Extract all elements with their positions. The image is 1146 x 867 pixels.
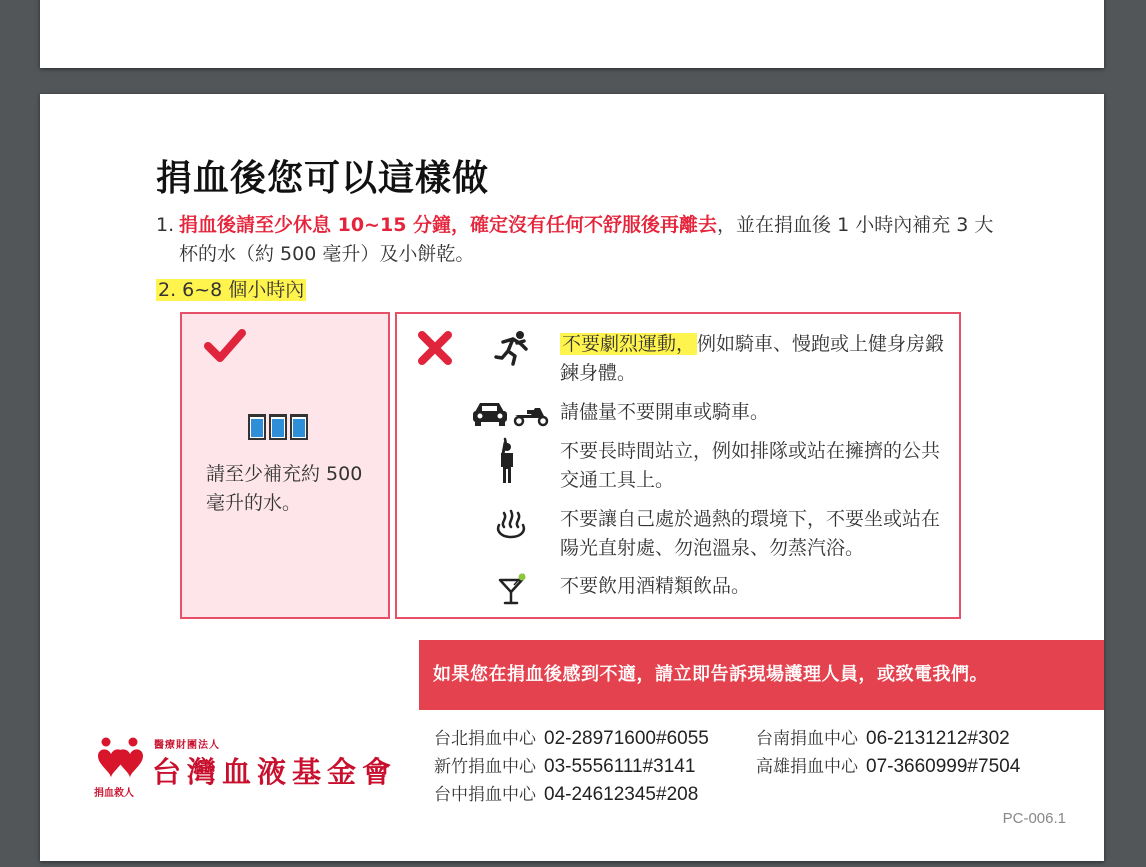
document-page bbox=[40, 94, 1104, 861]
highlighted-text: 2. 6~8 個小時內 bbox=[158, 279, 305, 301]
dont-text: 不要長時間站立，例如排隊或站在擁擠的公共交通工具上。 bbox=[560, 440, 941, 491]
phone-number: 04-24612345#208 bbox=[544, 784, 699, 805]
instruction-item-1 bbox=[156, 211, 996, 269]
center-name: 台中捐血中心 bbox=[434, 785, 536, 805]
phone-number: 06-2131212#302 bbox=[866, 728, 1010, 749]
logo-org-text: 醫療財團法人 bbox=[154, 740, 220, 751]
cross-icon bbox=[417, 330, 453, 366]
page-title: 捐血後您可以這樣做 bbox=[156, 158, 490, 199]
dont-text: 請儘量不要開車或騎車。 bbox=[560, 401, 770, 423]
dont-box bbox=[395, 312, 961, 619]
item-number: 1. bbox=[156, 214, 175, 236]
logo-name-text: 台灣血液基金會 bbox=[152, 755, 398, 789]
dont-text: 不要飲用酒精類飲品。 bbox=[560, 575, 751, 597]
phone-number: 07-3660999#7504 bbox=[866, 756, 1021, 777]
water-cups-icon bbox=[248, 414, 308, 440]
dont-text: 不要讓自己處於過熱的環境下，不要坐或站在陽光直射處、勿泡溫泉、勿蒸汽浴。 bbox=[560, 508, 941, 559]
hot-spring-icon bbox=[493, 507, 529, 541]
item-text bbox=[179, 211, 996, 269]
center-name: 高雄捐血中心 bbox=[756, 757, 858, 777]
emphasis-text: 捐血後請至少休息 10~15 分鐘，確定沒有任何不舒服後再離去 bbox=[179, 214, 718, 236]
document-code: PC-006.1 bbox=[1002, 810, 1066, 827]
previous-page bbox=[40, 0, 1104, 68]
center-name: 台南捐血中心 bbox=[756, 729, 858, 749]
car-scooter-icon bbox=[471, 398, 551, 428]
logo-sub-text: 捐血救人 bbox=[94, 788, 134, 799]
center-name: 新竹捐血中心 bbox=[434, 757, 536, 777]
highlighted-text: 不要劇烈運動， bbox=[562, 333, 696, 355]
contact-item bbox=[434, 780, 698, 806]
contact-item bbox=[434, 752, 695, 778]
contact-item bbox=[756, 724, 1010, 750]
phone-number: 03-5556111#3141 bbox=[544, 756, 696, 777]
do-text: 請至少補充約 500 毫升的水。 bbox=[206, 463, 363, 514]
instruction-item-2 bbox=[156, 277, 306, 303]
help-banner: 如果您在捐血後感到不適，請立即告訴現場護理人員，或致電我們。 bbox=[419, 640, 1104, 710]
foundation-logo bbox=[94, 736, 404, 800]
phone-number: 02-28971600#6055 bbox=[544, 728, 709, 749]
logo-hearts-icon bbox=[94, 736, 148, 786]
contact-item bbox=[434, 724, 709, 750]
cocktail-icon bbox=[497, 572, 527, 606]
center-name: 台北捐血中心 bbox=[434, 729, 536, 749]
standing-person-icon bbox=[493, 437, 521, 485]
running-icon bbox=[493, 330, 533, 366]
contact-item bbox=[756, 752, 1020, 778]
check-icon bbox=[204, 328, 246, 364]
dont-text: 例如騎車、慢跑或上健身房鍛鍊身體。 bbox=[560, 333, 945, 384]
do-box bbox=[180, 312, 390, 619]
item-rest-text: ，並在捐血後 1 小時內補充 3 大杯的水（約 500 毫升）及小餅乾。 bbox=[179, 214, 994, 265]
